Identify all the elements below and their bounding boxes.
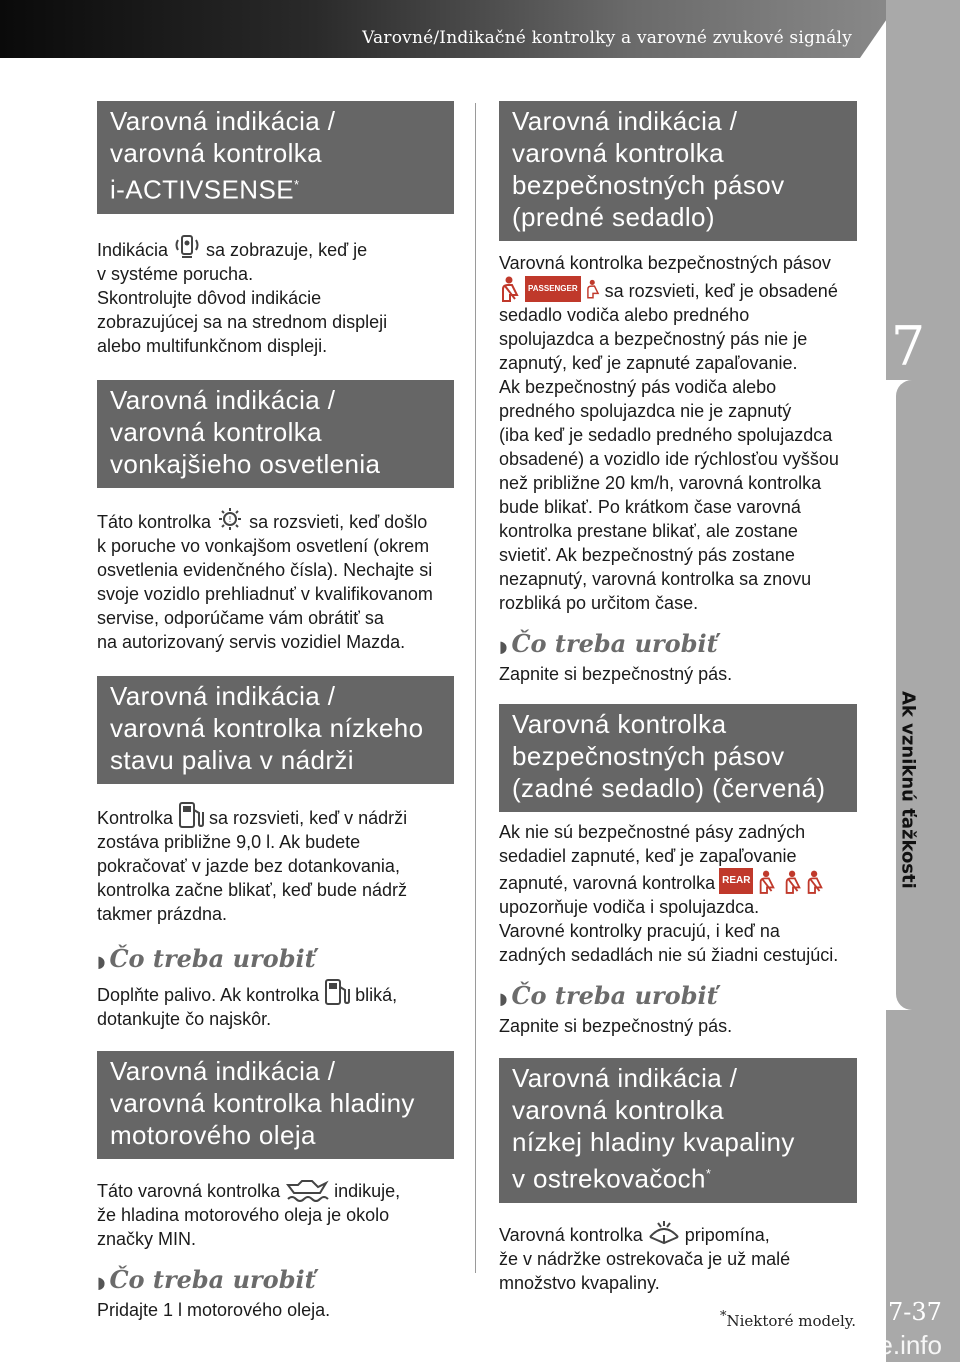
todo-heading	[499, 629, 857, 662]
text: predného spolujazdca nie je zapnutý	[499, 401, 792, 421]
washer-fluid-icon	[647, 1217, 681, 1247]
text: svoje vozidlo prehliadnuť v kvalifikovanom	[97, 583, 433, 604]
heading-line: Varovná indikácia /	[110, 106, 336, 136]
text: Ak bezpečnostný pás vodiča alebo	[499, 377, 777, 397]
text: alebo multifunkčnom displeji.	[97, 335, 328, 356]
watermark: carmanualsonline.info	[689, 1330, 942, 1360]
footnote-marker: *	[719, 1309, 727, 1324]
section-text-oil	[97, 1175, 454, 1251]
todo-marker-icon: ◗	[97, 951, 106, 971]
text: pokračovať v jazde bez dotankovania,	[97, 855, 400, 876]
section-text-seatbelt-rear	[499, 820, 857, 967]
seatbelt-icon	[805, 869, 825, 895]
footnote-marker: *	[293, 177, 300, 192]
section-text-activsense	[97, 232, 454, 358]
text: množstvo kvapaliny.	[499, 1272, 660, 1293]
header-title: Varovné/Indikačné kontrolky a varovné zvukové signály	[362, 28, 852, 48]
seatbelt-icon	[757, 869, 777, 895]
text: že hladina motorového oleja je okolo	[97, 1204, 390, 1225]
text: upozorňuje vodiča i spolujazdca.	[499, 897, 760, 917]
page-number: 7-37	[888, 1298, 942, 1326]
text: Čo treba urobiť	[109, 1264, 316, 1294]
text: než približne 20 km/h, varovná kontrolka	[499, 473, 822, 493]
footnote-text: Niektoré modely.	[726, 1312, 856, 1330]
section-text-exterior-light	[97, 506, 454, 654]
heading-line: i-ACTIVSENSE	[110, 174, 294, 205]
text: svietiť. Ak bezpečnostný pás zostane	[499, 545, 795, 565]
section-heading-washer	[499, 1058, 857, 1203]
section-text-washer	[499, 1217, 857, 1295]
text: Zapnite si bezpečnostný pás.	[499, 1016, 733, 1036]
todo-marker-icon: ◗	[97, 1272, 106, 1292]
text: sa rozsvieti, keď došlo	[249, 511, 428, 532]
text: sedadlo vodiča alebo predného	[499, 305, 750, 325]
footnote	[720, 1309, 856, 1330]
heading-line: bezpečnostných pásov	[512, 170, 785, 200]
heading-line: varovná kontrolka	[110, 416, 323, 447]
heading-line: varovná kontrolka nízkeho	[110, 712, 424, 743]
text: sa zobrazuje, keď je	[206, 239, 368, 260]
text: Indikácia	[97, 239, 169, 260]
text: Táto varovná kontrolka	[97, 1180, 281, 1201]
text: že v nádržke ostrekovača je už malé	[499, 1248, 791, 1269]
text: Čo treba urobiť	[511, 629, 718, 658]
heading-line: vonkajšieho osvetlenia	[110, 448, 381, 479]
exterior-light-icon	[215, 506, 245, 534]
text: rozbliká po určitom čase.	[499, 593, 699, 613]
text: Zapnite si bezpečnostný pás.	[499, 664, 733, 684]
text: zapnuté, varovná kontrolka	[499, 873, 716, 893]
text: zapnutý, keď je zapnuté zapaľovanie.	[499, 353, 798, 373]
heading-line: v ostrekovačoch	[512, 1163, 706, 1194]
text: sa rozsvieti, keď je obsadené	[604, 281, 838, 301]
right-column	[499, 101, 857, 1295]
heading-line: (predné sedadlo)	[512, 202, 715, 232]
rear-label: REAR	[719, 868, 753, 894]
text: zadných sedadlách nie sú žiadni cestujúci.	[499, 945, 839, 965]
section-heading-oil	[97, 1051, 454, 1159]
text: Čo treba urobiť	[511, 981, 718, 1010]
text: bliká,	[355, 984, 398, 1005]
heading-line: motorového oleja	[110, 1119, 316, 1150]
text: zostáva približne 9,0 l. Ak budete	[97, 831, 361, 852]
svg-text:!: !	[228, 514, 232, 524]
text: dotankujte čo najskôr.	[97, 1008, 272, 1029]
heading-line: Varovná indikácia /	[512, 1063, 738, 1093]
text: Varovná kontrolka	[499, 1224, 643, 1245]
text: Pridajte 1 l motorového oleja.	[97, 1299, 331, 1320]
text: (iba keď je sedadlo predného spolujazdca	[499, 425, 833, 445]
text: Skontrolujte dôvod indikácie	[97, 287, 322, 308]
left-column	[97, 101, 454, 1322]
todo-text	[499, 1014, 857, 1038]
text: obsadené) a vozidlo ide rýchlosťou vyššou	[499, 449, 839, 469]
todo-text	[97, 977, 454, 1031]
column-divider	[475, 103, 476, 1273]
section-heading-fuel	[97, 676, 454, 784]
heading-line: Varovná indikácia /	[110, 1055, 336, 1086]
todo-marker-icon: ◗	[499, 989, 508, 1008]
heading-line: bezpečnostných pásov	[512, 741, 785, 771]
text: Táto kontrolka	[97, 511, 212, 532]
fuel-pump-icon	[323, 977, 351, 1007]
text: servise, odporúčame vám obrátiť sa	[97, 607, 384, 628]
seatbelt-icon	[499, 275, 521, 303]
fuel-pump-icon	[177, 800, 205, 830]
todo-text	[97, 1298, 454, 1322]
heading-line: Varovná kontrolka	[512, 709, 727, 739]
text: Ak nie sú bezpečnostné pásy zadných	[499, 822, 806, 842]
text: v systéme porucha.	[97, 263, 254, 284]
text: takmer prázdna.	[97, 903, 228, 924]
todo-marker-icon: ◗	[499, 637, 508, 656]
i-activsense-icon	[172, 232, 202, 262]
todo-text	[499, 662, 857, 686]
section-text-fuel	[97, 800, 454, 926]
text: k poruche vo vonkajšom osvetlení (okrem	[97, 535, 430, 556]
heading-line: varovná kontrolka	[110, 138, 323, 168]
text: osvetlenia evidenčného čísla). Nechajte si	[97, 559, 433, 580]
text: Doplňte palivo. Ak kontrolka	[97, 984, 320, 1005]
text: sedadiel zapnuté, keď je zapaľovanie	[499, 846, 797, 866]
todo-heading	[499, 981, 857, 1014]
text: bude blikať. Po krátkom čase varovná	[499, 497, 801, 517]
todo-heading	[97, 1265, 454, 1298]
section-heading-seatbelt-front	[499, 101, 857, 241]
text: Varovná kontrolka bezpečnostných pásov	[499, 253, 831, 273]
heading-line: stavu paliva v nádrži	[110, 744, 354, 775]
heading-line: varovná kontrolka hladiny	[110, 1087, 415, 1118]
text: Kontrolka	[97, 807, 174, 828]
heading-line: Varovná indikácia /	[110, 680, 336, 711]
text: kontrolka prestane blikať, ale zostane	[499, 521, 798, 541]
text: na autorizovaný servis vozidiel Mazda.	[97, 631, 406, 652]
section-text-seatbelt-front	[499, 251, 857, 615]
text: zobrazujúcej sa na strednom displeji	[97, 311, 388, 332]
text: spolujazdca a bezpečnostný pás nie je	[499, 329, 808, 349]
heading-line: varovná kontrolka	[512, 138, 725, 168]
seatbelt-icon	[585, 275, 601, 303]
todo-heading	[97, 944, 454, 977]
chapter-label: Ak vzniknú ťažkosti	[897, 691, 919, 889]
text: pripomína,	[684, 1224, 770, 1245]
section-heading-exterior-light	[97, 380, 454, 488]
heading-line: Varovná indikácia /	[512, 106, 738, 136]
chapter-number: 7	[890, 315, 926, 378]
text: Čo treba urobiť	[109, 943, 316, 973]
seatbelt-icon	[783, 869, 803, 895]
text: sa rozsvieti, keď v nádrži	[209, 807, 408, 828]
section-heading-activsense	[97, 101, 454, 214]
text: kontrolka začne blikať, keď bude nádrž	[97, 879, 407, 900]
text: indikuje,	[334, 1180, 401, 1201]
heading-line: (zadné sedadlo) (červená)	[512, 773, 826, 803]
text: Varovné kontrolky pracujú, i keď na	[499, 921, 780, 941]
text: značky MIN.	[97, 1228, 197, 1249]
text: nezapnutý, varovná kontrolka sa znovu	[499, 569, 812, 589]
heading-line: Varovná indikácia /	[110, 384, 336, 415]
heading-line: varovná kontrolka	[512, 1095, 725, 1125]
passenger-label: PASSENGER	[525, 276, 581, 302]
footnote-marker: *	[705, 1166, 712, 1181]
heading-line: nízkej hladiny kvapaliny	[512, 1127, 795, 1157]
section-heading-seatbelt-rear	[499, 704, 857, 812]
oil-level-icon	[284, 1175, 330, 1203]
